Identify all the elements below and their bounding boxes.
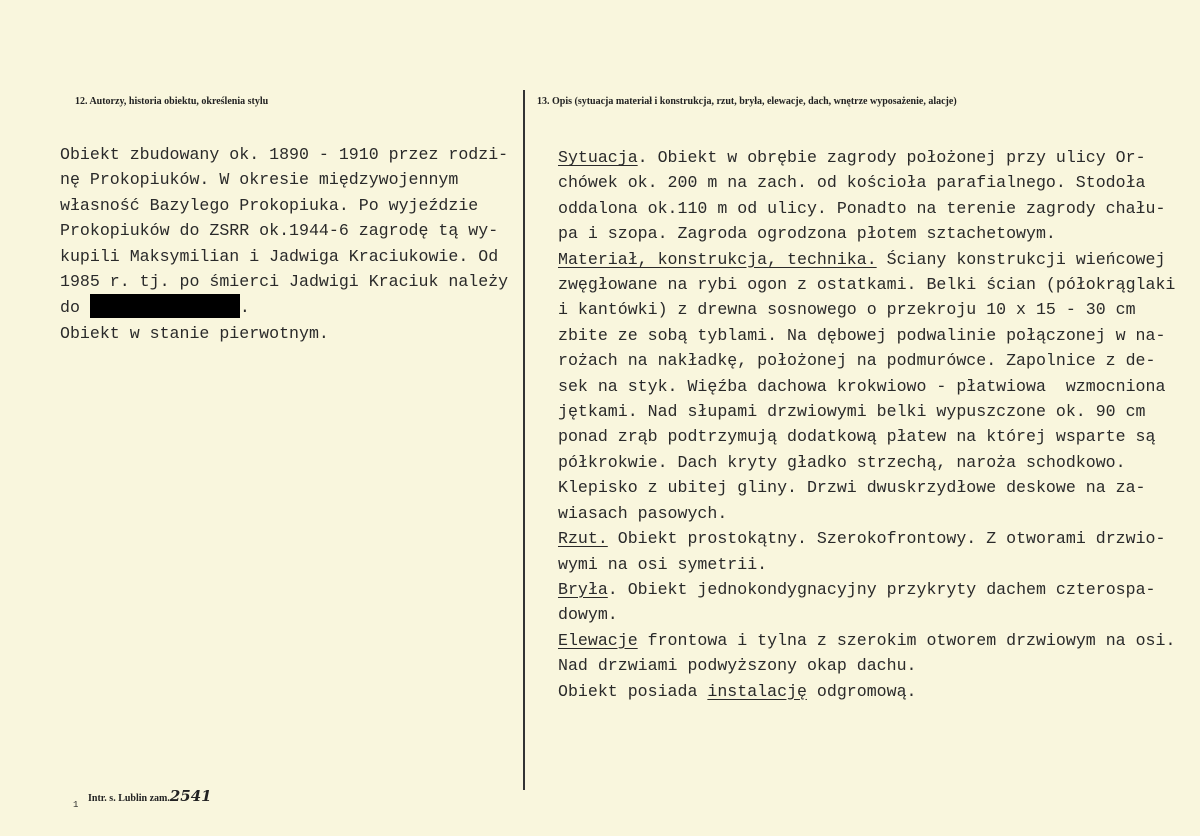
section-13-heading: 13. Opis (sytuacja materiał i konstrukcja, rzut, bryła, elewacje, dach, wnętrze wyposażenie, alacje) (537, 96, 957, 107)
text-line (60, 244, 508, 269)
text-segment: Nad drzwiami podwyższony okap dachu. (558, 656, 917, 676)
text-line (558, 221, 1175, 246)
text-segment: 1985 r. tj. po śmierci Jadwigi Kraciuk należy (60, 272, 509, 292)
text-segment: . Obiekt jednokondygnacyjny przykryty dachem czterospa- (607, 579, 1156, 599)
description-text (558, 145, 1175, 704)
text-segment: . Obiekt w obrębie zagrody położonej przy ulicy Or- (637, 148, 1146, 167)
text-segment: półkrokwie. Dach kryty gładko strzechą, naroża schodkowo. (558, 452, 1126, 472)
text-line (558, 526, 1175, 551)
text-segment: . (239, 298, 250, 318)
text-segment: nę Prokopiuków. W okresie międzywojennym (60, 170, 459, 190)
order-number: 2541 (169, 787, 212, 805)
text-line (558, 170, 1175, 195)
text-line (558, 679, 1175, 704)
text-line (60, 142, 508, 167)
text-segment: i kantówki) z drewna sosnowego o przekroju 10 x 15 - 30 cm (558, 300, 1136, 320)
text-segment: wymi na osi symetrii. (558, 554, 768, 574)
text-segment: Ściany konstrukcji wieńcowej (876, 249, 1166, 269)
text-line (558, 450, 1175, 475)
text-segment: kupili Maksymilian i Jadwiga Kraciukowie. Od (60, 246, 499, 266)
text-line (60, 269, 508, 294)
stamp-text: Intr. s. Lublin zam. (88, 793, 170, 804)
printer-stamp (88, 787, 212, 805)
text-line (60, 193, 508, 218)
underlined-heading: Bryła (558, 579, 608, 599)
redaction-block (90, 294, 240, 318)
text-line (558, 399, 1175, 424)
text-line (558, 552, 1175, 577)
text-line (558, 628, 1175, 653)
text-segment: zbite ze sobą tyblami. Na dębowej podwalinie połączonej w na- (558, 325, 1166, 345)
text-segment: własność Bazylego Prokopiuka. Po wyjeździe (60, 195, 479, 215)
text-line (60, 167, 508, 192)
text-segment: oddalona ok.110 m od ulicy. Ponadto na terenie zagrody chału- (558, 198, 1166, 218)
underlined-heading: instalację (707, 681, 807, 701)
text-segment: dowym. (558, 605, 618, 625)
text-segment: Obiekt prostokątny. Szerokofrontowy. Z otworami drzwio- (607, 529, 1166, 549)
underlined-heading: Sytuacja (558, 148, 638, 167)
text-line (558, 424, 1175, 449)
underlined-heading: Rzut. (558, 529, 608, 549)
text-line (558, 297, 1175, 322)
section-12-heading: 12. Autorzy, historia obiektu, określenia stylu (75, 96, 269, 107)
text-line (558, 501, 1175, 526)
text-line (558, 323, 1175, 348)
text-segment: Obiekt posiada (558, 681, 708, 701)
margin-mark: 1 (73, 800, 79, 810)
text-segment: sek na styk. Więźba dachowa krokwiowo - płatwiowa wzmocniona (558, 376, 1166, 396)
text-segment: rożach na nakładkę, położonej na podmurówce. Zapolnice z de- (558, 351, 1156, 371)
text-line (558, 145, 1175, 170)
text-line (558, 247, 1175, 272)
text-segment: Prokopiuków do ZSRR ok.1944-6 zagrodę tą wy- (60, 221, 499, 241)
text-segment: zwęgłowane na rybi ogon z ostatkami. Belki ścian (półokrąglaki (558, 275, 1176, 295)
text-segment: ponad zrąb podtrzymują dodatkową płatew na której wsparte są (558, 427, 1156, 447)
text-segment: do (60, 298, 80, 318)
history-text (60, 142, 508, 346)
text-line (558, 196, 1175, 221)
text-segment: chówek ok. 200 m na zach. od kościoła parafialnego. Stodoła (558, 173, 1146, 193)
text-line (558, 602, 1175, 627)
text-segment: Klepisko z ubitej gliny. Drzwi dwuskrzydłowe deskowe na za- (558, 478, 1146, 498)
text-line (558, 577, 1175, 602)
text-line (558, 348, 1175, 373)
text-line (60, 294, 508, 320)
text-segment: pa i szopa. Zagroda ogrodzona płotem sztachetowym. (558, 224, 1056, 244)
text-line (558, 374, 1175, 399)
text-segment: Obiekt zbudowany ok. 1890 - 1910 przez rodzi- (60, 145, 509, 164)
underlined-heading: Materiał, konstrukcja, technika. (558, 249, 877, 269)
text-line (558, 475, 1175, 500)
column-divider (523, 90, 525, 790)
text-segment: Obiekt w stanie pierwotnym. (60, 323, 329, 343)
text-segment: odgromową. (806, 681, 917, 701)
text-line (558, 272, 1175, 297)
text-line (60, 321, 508, 346)
underlined-heading: Elewacje (558, 630, 638, 650)
text-segment: wiasach pasowych. (558, 503, 728, 523)
text-line (60, 218, 508, 243)
text-segment: frontowa i tylna z szerokim otworem drzwiowym na osi. (637, 630, 1176, 650)
text-segment: jętkami. Nad słupami drzwiowymi belki wypuszczone ok. 90 cm (558, 402, 1146, 422)
text-line (558, 653, 1175, 678)
